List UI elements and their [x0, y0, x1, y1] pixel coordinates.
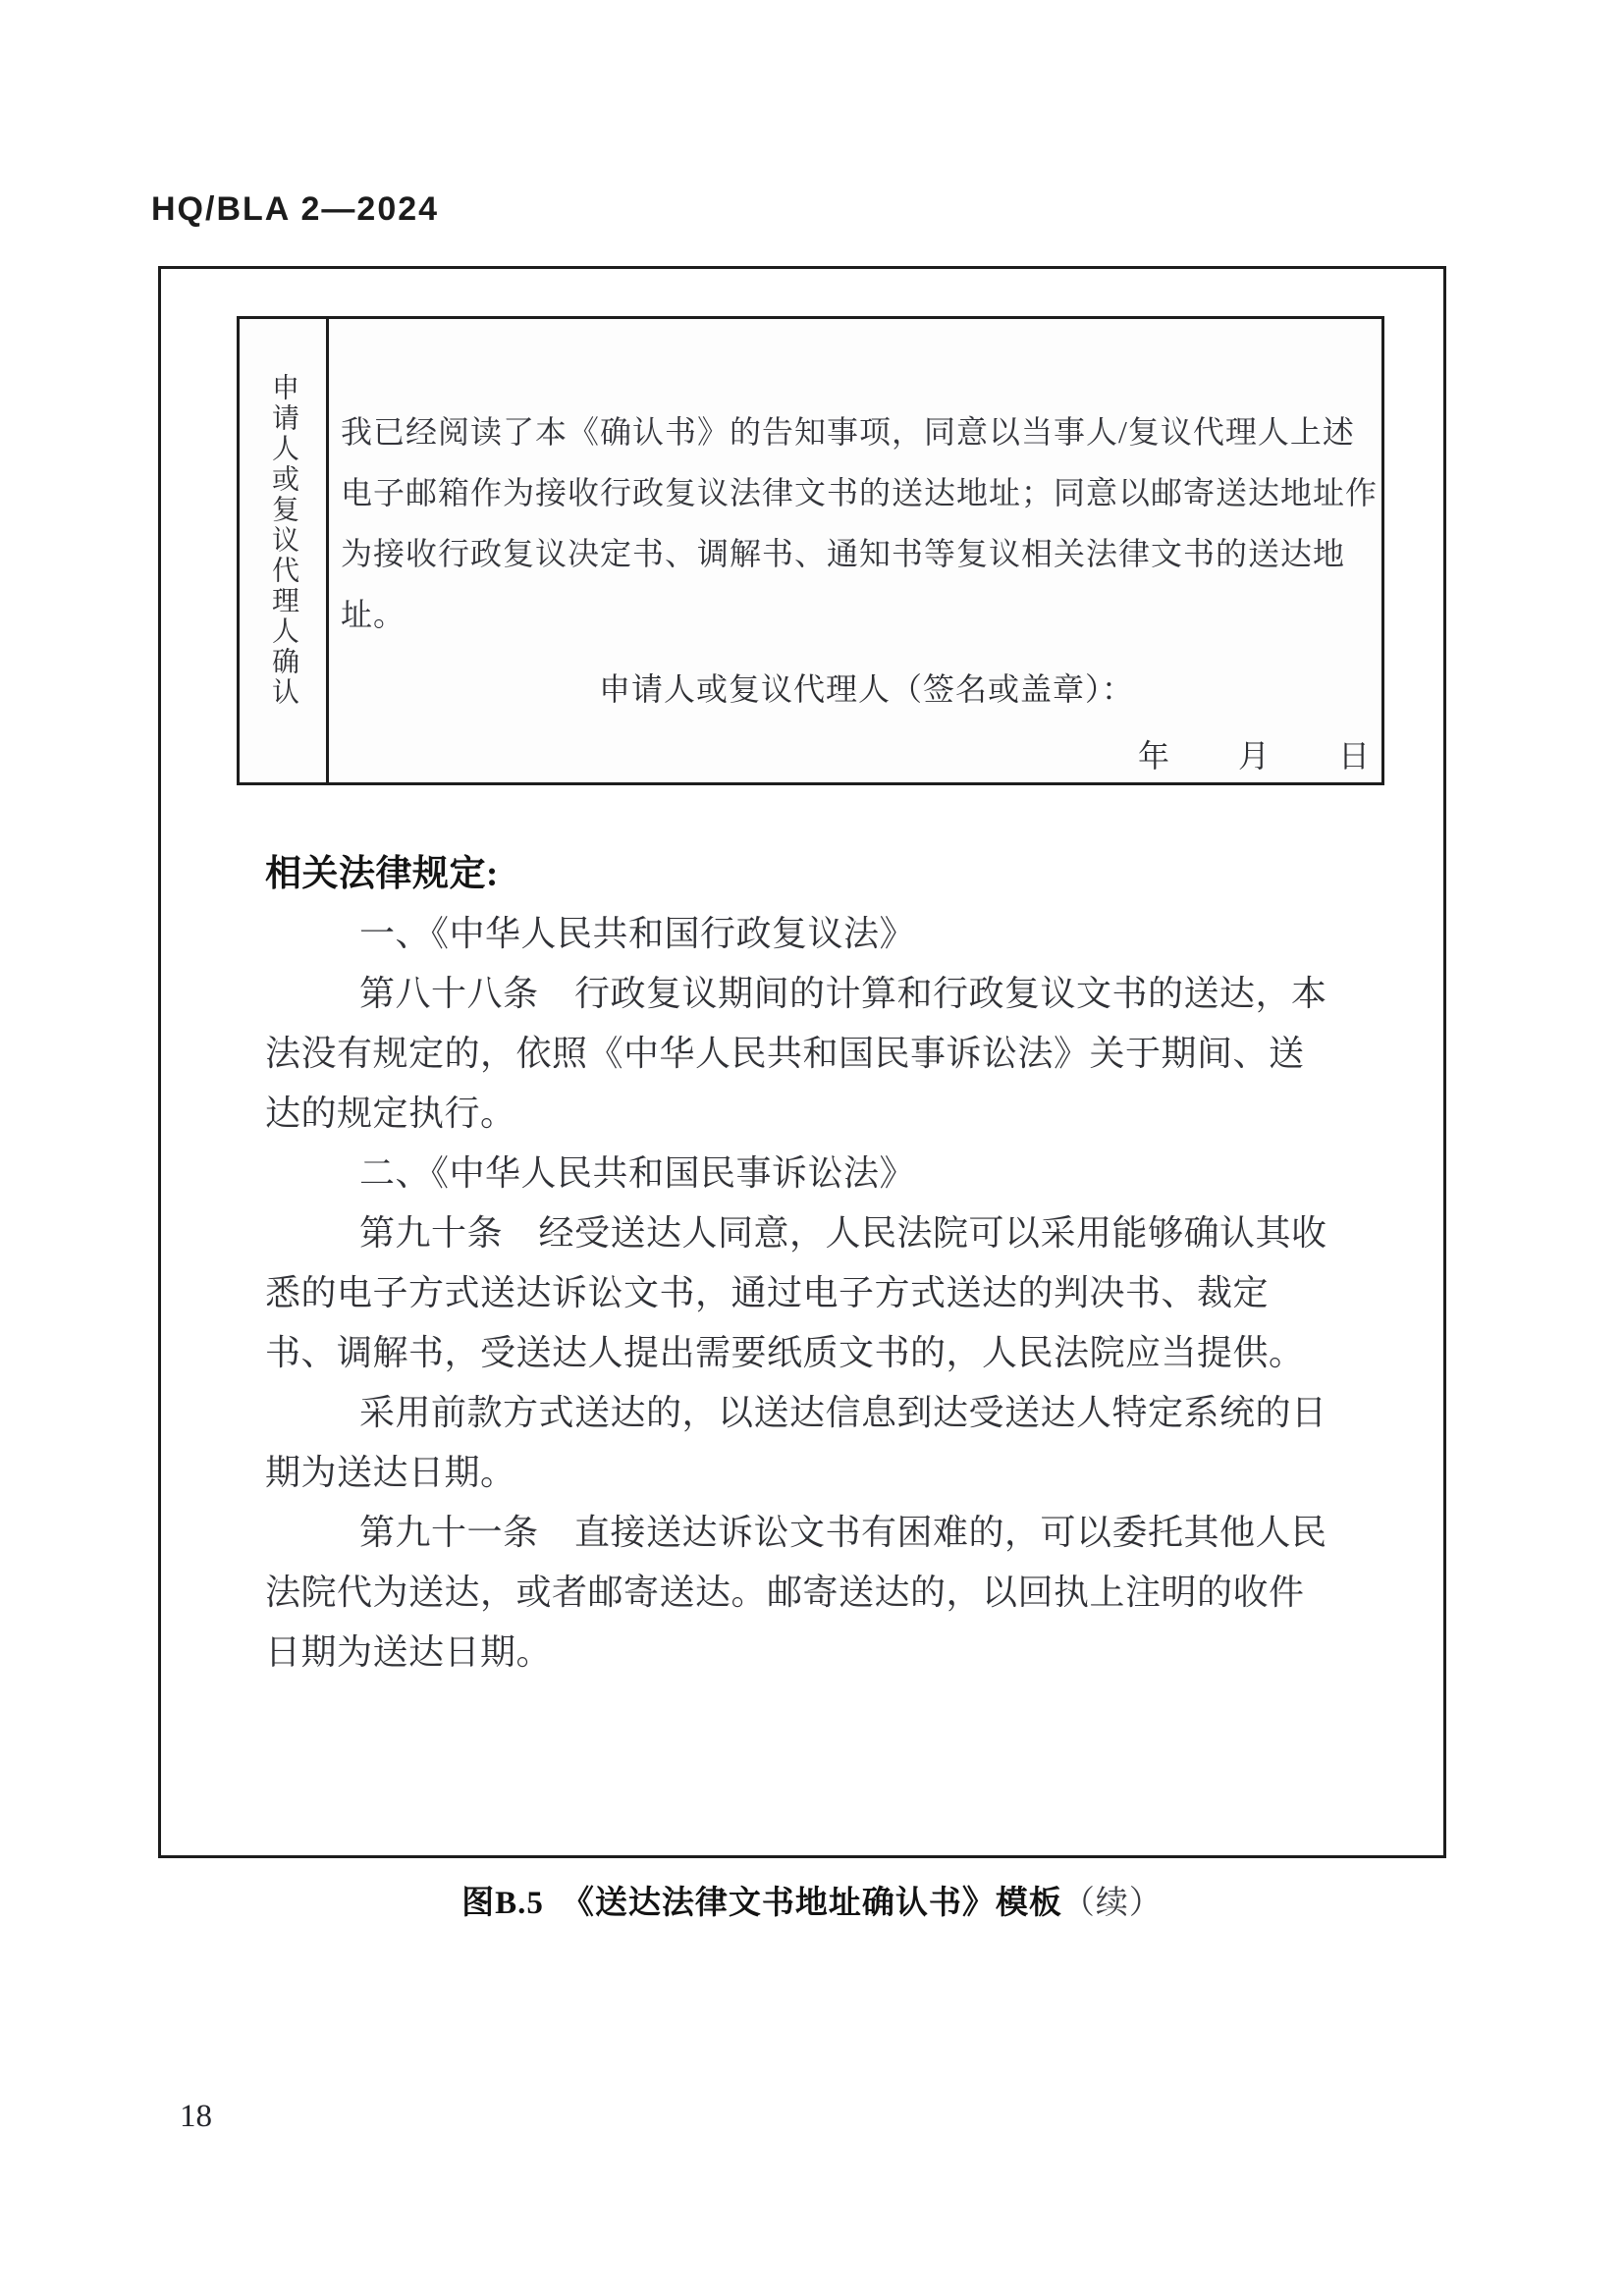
legal-provisions-section [265, 844, 1327, 1682]
figure-caption-label: 图B.5 [461, 1886, 544, 1921]
date-month-label: 月 [1237, 738, 1270, 774]
legal-paragraph: 采用前款方式送达的，以送达信息到达受送达人特定系统的日期为送达日期。 [265, 1393, 1327, 1492]
page-number: 18 [180, 2099, 212, 2134]
legal-paragraph: 第八十八条 行政复议期间的计算和行政复议文书的送达，本法没有规定的，依照《中华人民共和国民事诉讼法》关于期间、送达的规定执行。 [265, 974, 1327, 1133]
standard-doc-code: HQ/BLA 2—2024 [151, 190, 440, 228]
table-row-header-cell [240, 319, 329, 782]
confirmation-table [237, 316, 1384, 785]
legal-paragraph: 第九十条 经受送达人同意，人民法院可以采用能够确认其收悉的电子方式送达诉讼文书，通过电子方式送达的判决书、裁定书、调解书，受送达人提出需要纸质文书的，人民法院应当提供。 [265, 1213, 1327, 1372]
legal-provisions-heading: 相关法律规定: [265, 854, 499, 894]
figure-caption-continued-suffix: （续） [1061, 1886, 1163, 1921]
figure-outer-border [158, 266, 1446, 1858]
date-line [1138, 736, 1370, 775]
row-header-vertical-label: 申请人或复议代理人确认 [268, 373, 298, 708]
date-day-label: 日 [1337, 738, 1370, 774]
date-year-label: 年 [1137, 738, 1169, 774]
legal-paragraph: 二、《中华人民共和国民事诉讼法》 [359, 1153, 916, 1193]
figure-caption [0, 1877, 1624, 1923]
legal-paragraph: 一、《中华人民共和国行政复议法》 [359, 914, 916, 953]
figure-caption-title: 《送达法律文书地址确认书》模板 [561, 1886, 1062, 1921]
signature-label: 申请人或复议代理人（签名或盖章）： [599, 671, 1135, 707]
legal-paragraph: 第九十一条 直接送达诉讼文书有困难的，可以委托其他人民法院代为送达，或者邮寄送达。邮寄送达的，以回执上注明的收件日期为送达日期。 [265, 1513, 1327, 1672]
confirmation-statement: 我已经阅读了本《确认书》的告知事项，同意以当事人/复议代理人上述电子邮箱作为接收行政复议法律文书的送达地址；同意以邮寄送达地址作为接收行政复议决定书、调解书、通知书等复议相关法律文书的送达地址。 [341, 414, 1379, 632]
